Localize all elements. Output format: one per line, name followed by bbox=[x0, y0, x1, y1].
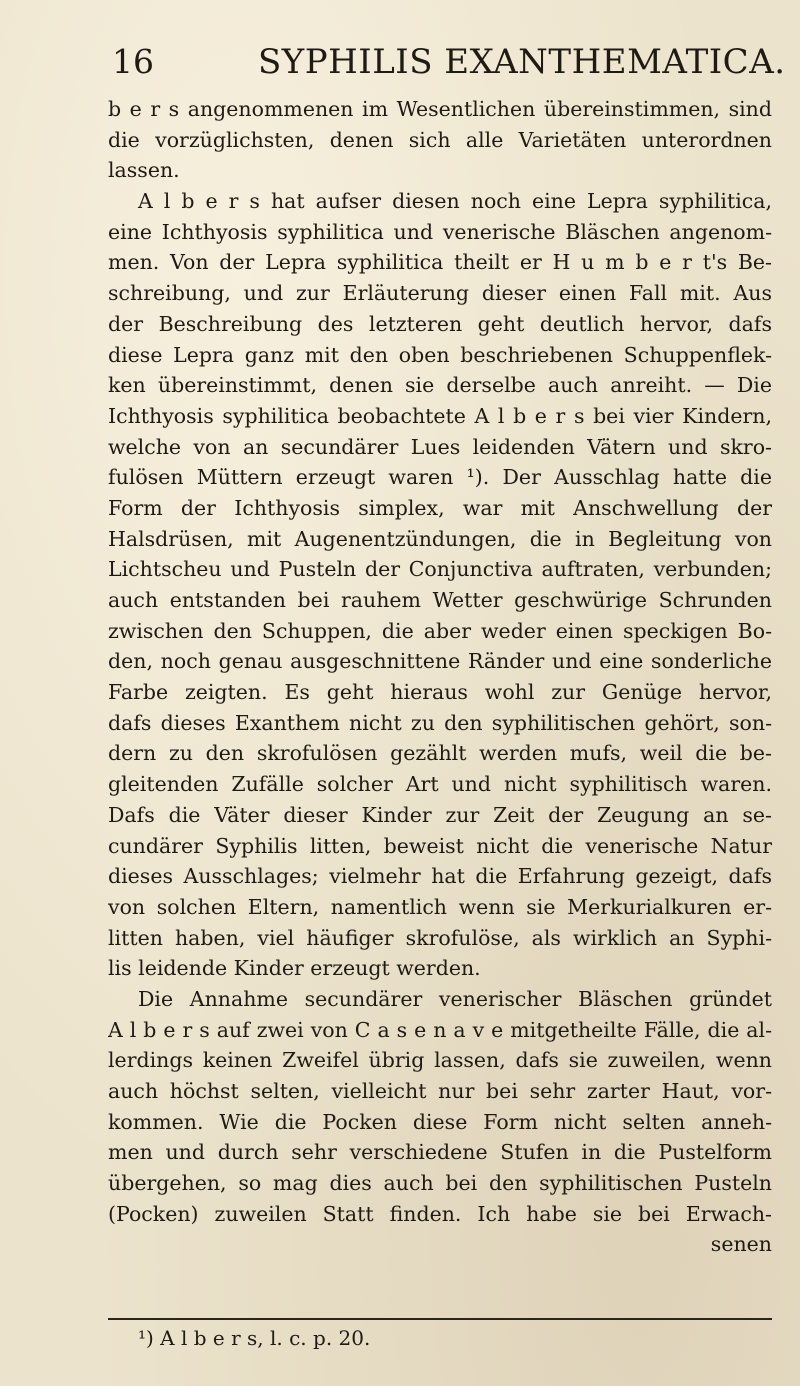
text-line: Farbe zeigten. Es geht hieraus wohl zur Genüge hervor, bbox=[108, 680, 772, 705]
text-line: diese Lepra ganz mit den oben beschriebenen Schuppenflek- bbox=[108, 342, 772, 367]
text-line: dafs dieses Exanthem nicht zu den syphilitischen gehört, son- bbox=[108, 710, 772, 735]
text-line: men. Von der Lepra syphilitica theilt er H u m b e r t's Be- bbox=[108, 250, 772, 275]
text-line: übergehen, so mag dies auch bei den syphilitischen Pusteln bbox=[108, 1171, 772, 1196]
footnote-rule bbox=[108, 1318, 772, 1320]
footnote: ¹) A l b e r s, l. c. p. 20. bbox=[138, 1326, 371, 1350]
text-line: Dafs die Väter dieser Kinder zur Zeit der Zeugung an se- bbox=[108, 802, 772, 827]
catchword: senen bbox=[710, 1232, 772, 1257]
text-line: gleitenden Zufälle solcher Art und nicht syphilitisch waren. bbox=[108, 772, 772, 797]
text-line: Die Annahme secundärer venerischer Bläschen gründet bbox=[138, 986, 772, 1011]
text-line: von solchen Eltern, namentlich wenn sie Merkurialkuren er- bbox=[108, 894, 772, 919]
text-line: zwischen den Schuppen, die aber weder einen speckigen Bo- bbox=[108, 618, 772, 643]
text-line: Ichthyosis syphilitica beobachtete A l b e r s bei vier Kindern, bbox=[108, 403, 772, 428]
text-line: kommen. Wie die Pocken diese Form nicht selten anneh- bbox=[108, 1109, 772, 1134]
text-line: Form der Ichthyosis simplex, war mit Anschwellung der bbox=[108, 495, 772, 520]
text-line: schreibung, und zur Erläuterung dieser einen Fall mit. Aus bbox=[108, 281, 772, 306]
text-line: cundärer Syphilis litten, beweist nicht die venerische Natur bbox=[108, 833, 772, 858]
text-line: auch entstanden bei rauhem Wetter geschwürige Schrunden bbox=[108, 588, 772, 612]
text-line: fulösen Müttern erzeugt waren ¹). Der Ausschlag hatte die bbox=[108, 465, 772, 490]
text-line: lerdings keinen Zweifel übrig lassen, dafs sie zuweilen, wenn bbox=[108, 1048, 772, 1073]
text-line: lassen. bbox=[108, 158, 180, 183]
text-line: der Beschreibung des letzteren geht deutlich hervor, dafs bbox=[108, 311, 772, 336]
text-line: A l b e r s hat aufser diesen noch eine Lepra syphilitica, bbox=[138, 189, 772, 214]
text-line: b e r s angenommenen im Wesentlichen übereinstimmen, sind bbox=[108, 97, 772, 121]
text-line: Lichtscheu und Pusteln der Conjunctiva auftraten, verbunden; bbox=[108, 557, 772, 582]
text-line: eine Ichthyosis syphilitica und venerische Bläschen angenom- bbox=[108, 219, 772, 244]
text-line: Halsdrüsen, mit Augenentzündungen, die in Begleitung von bbox=[108, 526, 772, 551]
text-line: lis leidende Kinder erzeugt werden. bbox=[108, 956, 481, 981]
running-head: SYPHILIS EXANTHEMATICA. bbox=[258, 42, 786, 82]
text-line: (Pocken) zuweilen Statt finden. Ich habe sie bei Erwach- bbox=[108, 1201, 772, 1226]
text-line: A l b e r s auf zwei von C a s e n a v e mitgetheilte Fälle, die al- bbox=[108, 1017, 772, 1042]
text-line: auch höchst selten, vielleicht nur bei sehr zarter Haut, vor- bbox=[108, 1079, 772, 1103]
text-line: dieses Ausschlages; vielmehr hat die Erfahrung gezeigt, dafs bbox=[108, 864, 772, 889]
text-line: welche von an secundärer Lues leidenden Vätern und skro- bbox=[108, 434, 772, 459]
text-line: den, noch genau ausgeschnittene Ränder und eine sonderliche bbox=[108, 649, 772, 674]
text-line: dern zu den skrofulösen gezählt werden mufs, weil die be- bbox=[108, 741, 772, 766]
page-header bbox=[0, 40, 800, 90]
text-line: ken übereinstimmt, denen sie derselbe auch anreiht. — Die bbox=[108, 373, 772, 398]
page-number: 16 bbox=[112, 42, 154, 81]
text-line: men und durch sehr verschiedene Stufen in die Pustelform bbox=[108, 1140, 772, 1165]
body-text bbox=[108, 94, 772, 1260]
text-line: litten haben, viel häufiger skrofulöse, als wirklich an Syphi- bbox=[108, 925, 772, 950]
text-line: die vorzüglichsten, denen sich alle Varietäten unterordnen bbox=[108, 127, 772, 152]
